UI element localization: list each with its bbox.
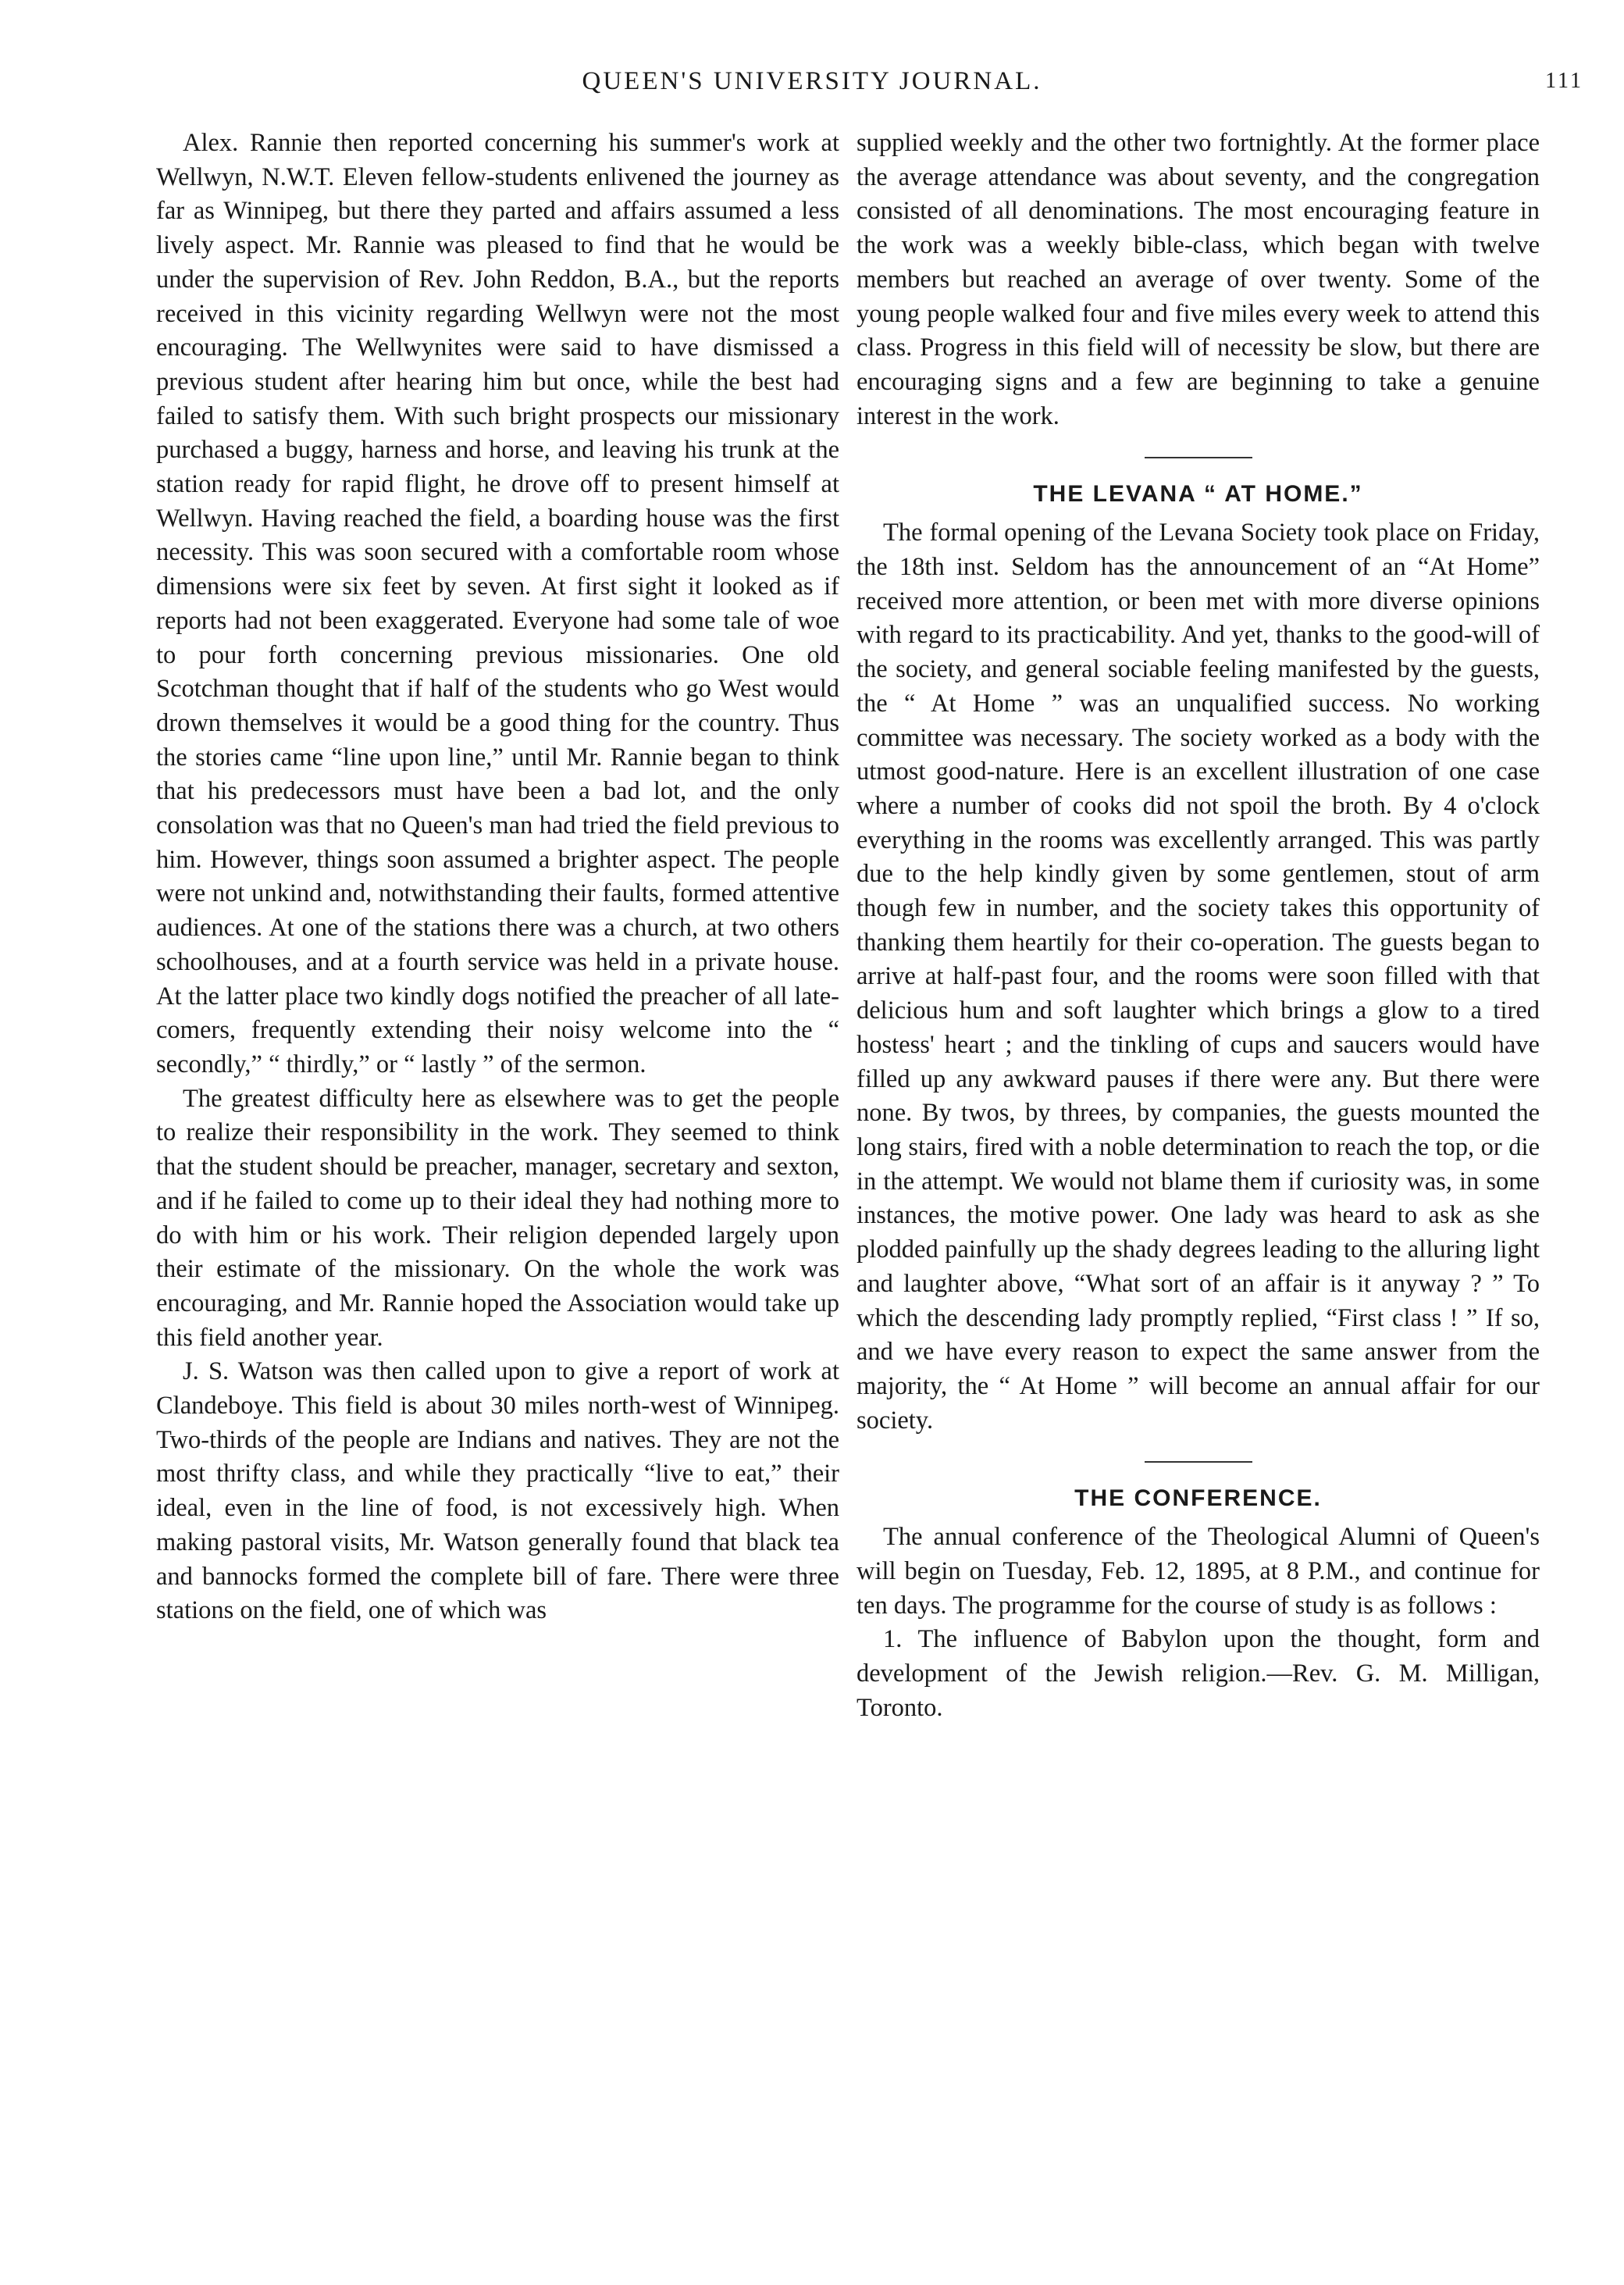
- running-title: QUEEN'S UNIVERSITY JOURNAL.: [582, 67, 1042, 95]
- left-column: [156, 127, 839, 1628]
- section-divider: [1145, 457, 1252, 458]
- paragraph-levana-at-home: The formal opening of the Levana Society took place on Friday, the 18th inst. Seldom has the announcement of an “At Home” received more attention, or been met with more diverse opinions with regard to its practicability. And yet, thanks to the good-will of the society, and general sociable feeling manifested by the guests, the “ At Home ” was an unqualified success. No working committee was necessary. The society worked as a body with the utmost good-nature. Here is an excellent illustration of one case where a number of cooks did not spoil the broth. By 4 o'clock everything in the rooms was excellently arranged. This was partly due to the help kindly given by some gentlemen, stout of arm though few in number, and the society takes this opportunity of thanking them heartily for their co-operation. The guests began to arrive at half-past four, and the rooms were soon filled with that delicious hum and soft laughter which brings a glow to a tired hostess' heart ; and the tinkling of cups and saucers would have filled up any awkward pauses if there were any. But there were none. By twos, by threes, by companies, the guests mounted the long stairs, fired with a noble determination to reach the top, or die in the attempt. We would not blame them if curiosity was, in some instances, the motive power. One lady was heard to ask as she plodded painfully up the shady degrees leading to the alluring light and laughter above, “What sort of an affair is it anyway ? ” To which the descending lady promptly replied, “First class ! ” If so, and we have every reason to expect the same answer from the majority, the “ At Home ” will become an annual affair for our society.: [857, 519, 1540, 1435]
- section-divider: [1145, 1461, 1252, 1463]
- paragraph-conference: The annual conference of the Theological Alumni of Queen's will begin on Tuesday, Feb. 12, 1895, at 8 P.M., and continue for ten days. The programme for the course of study is as follows :: [857, 1523, 1540, 1620]
- paragraph-watson-report: J. S. Watson was then called upon to give a report of work at Clandeboye. This field is about 30 miles north-west of Winnipeg. Two-thirds of the people are Indians and natives. They are not the most thrifty class, and while they practically “live to eat,” their ideal, even in the line of food, is not excessively high. When making pastoral visits, Mr. Watson generally found that black tea and bannocks formed the complete bill of fare. There were three stations on the field, one of which was: [156, 1357, 839, 1625]
- conference-heading: THE CONFERENCE.: [1074, 1485, 1322, 1512]
- paragraph-clandeboye-continuation: supplied weekly and the other two fortnightly. At the former place the average attendance was about seventy, and the congregation consisted of all denominations. The most encouraging feature in the work was a weekly bible-class, which began with twelve members but reached an average of over twenty. Some of the young people walked four and five miles every week to attend this class. Progress in this field will of necessity be slow, but there are encouraging signs and a few are beginning to take a genuine interest in the work.: [857, 129, 1540, 430]
- levana-heading: THE LEVANA “ AT HOME.”: [1033, 481, 1363, 508]
- right-column: [857, 127, 1540, 1726]
- page-header: [0, 67, 1624, 106]
- paragraph-rannie-report: Alex. Rannie then reported concerning his summer's work at Wellwyn, N.W.T. Eleven fellow-students enlivened the journey as far as Winnipeg, but there they parted and affairs assumed a less lively aspect. Mr. Rannie was pleased to find that he would be under the supervision of Rev. John Reddon, B.A., but the reports received in this vicinity regarding Wellwyn were not the most encouraging. The Wellwynites were said to have dismissed a previous student after hearing him but once, while the best had failed to satisfy them. With such bright prospects our missionary purchased a buggy, harness and horse, and leaving his trunk at the station ready for rapid flight, he drove off to present himself at Wellwyn. Having reached the field, a boarding house was the first necessity. This was soon secured with a comfortable room whose dimensions were six feet by seven. At first sight it looked as if reports had not been exaggerated. Everyone had some tale of woe to pour forth concerning previous missionaries. One old Scotchman thought that if half of the students who go West would drown themselves it would be a good thing for the country. Thus the stories came “line upon line,” until Mr. Rannie began to think that his predecessors must have been a bad lot, and the only consolation was that no Queen's man had tried the field previous to him. However, things soon assumed a brighter aspect. The people were not unkind and, notwithstanding their faults, formed attentive audiences. At one of the stations there was a church, at two others schoolhouses, and at a fourth service was held in a private house. At the latter place two kindly dogs notified the preacher of all late-comers, frequently extending their noisy welcome into the “ secondly,” “ thirdly,” or “ lastly ” of the sermon.: [156, 129, 839, 1078]
- page-number: 111: [1545, 69, 1583, 93]
- paragraph-greatest-difficulty: The greatest difficulty here as elsewhere was to get the people to realize their responsibility in the work. They seemed to think that the student should be preacher, manager, secretary and sexton, and if he failed to come up to their ideal they had nothing more to do with him or his work. Their religion depended largely upon their estimate of the missionary. On the whole the work was encouraging, and Mr. Rannie hoped the Association would take up this field another year.: [156, 1084, 839, 1352]
- conference-programme-item: 1. The influence of Babylon upon the thought, form and development of the Jewish religion.—Rev. G. M. Milligan, Toronto.: [857, 1625, 1540, 1722]
